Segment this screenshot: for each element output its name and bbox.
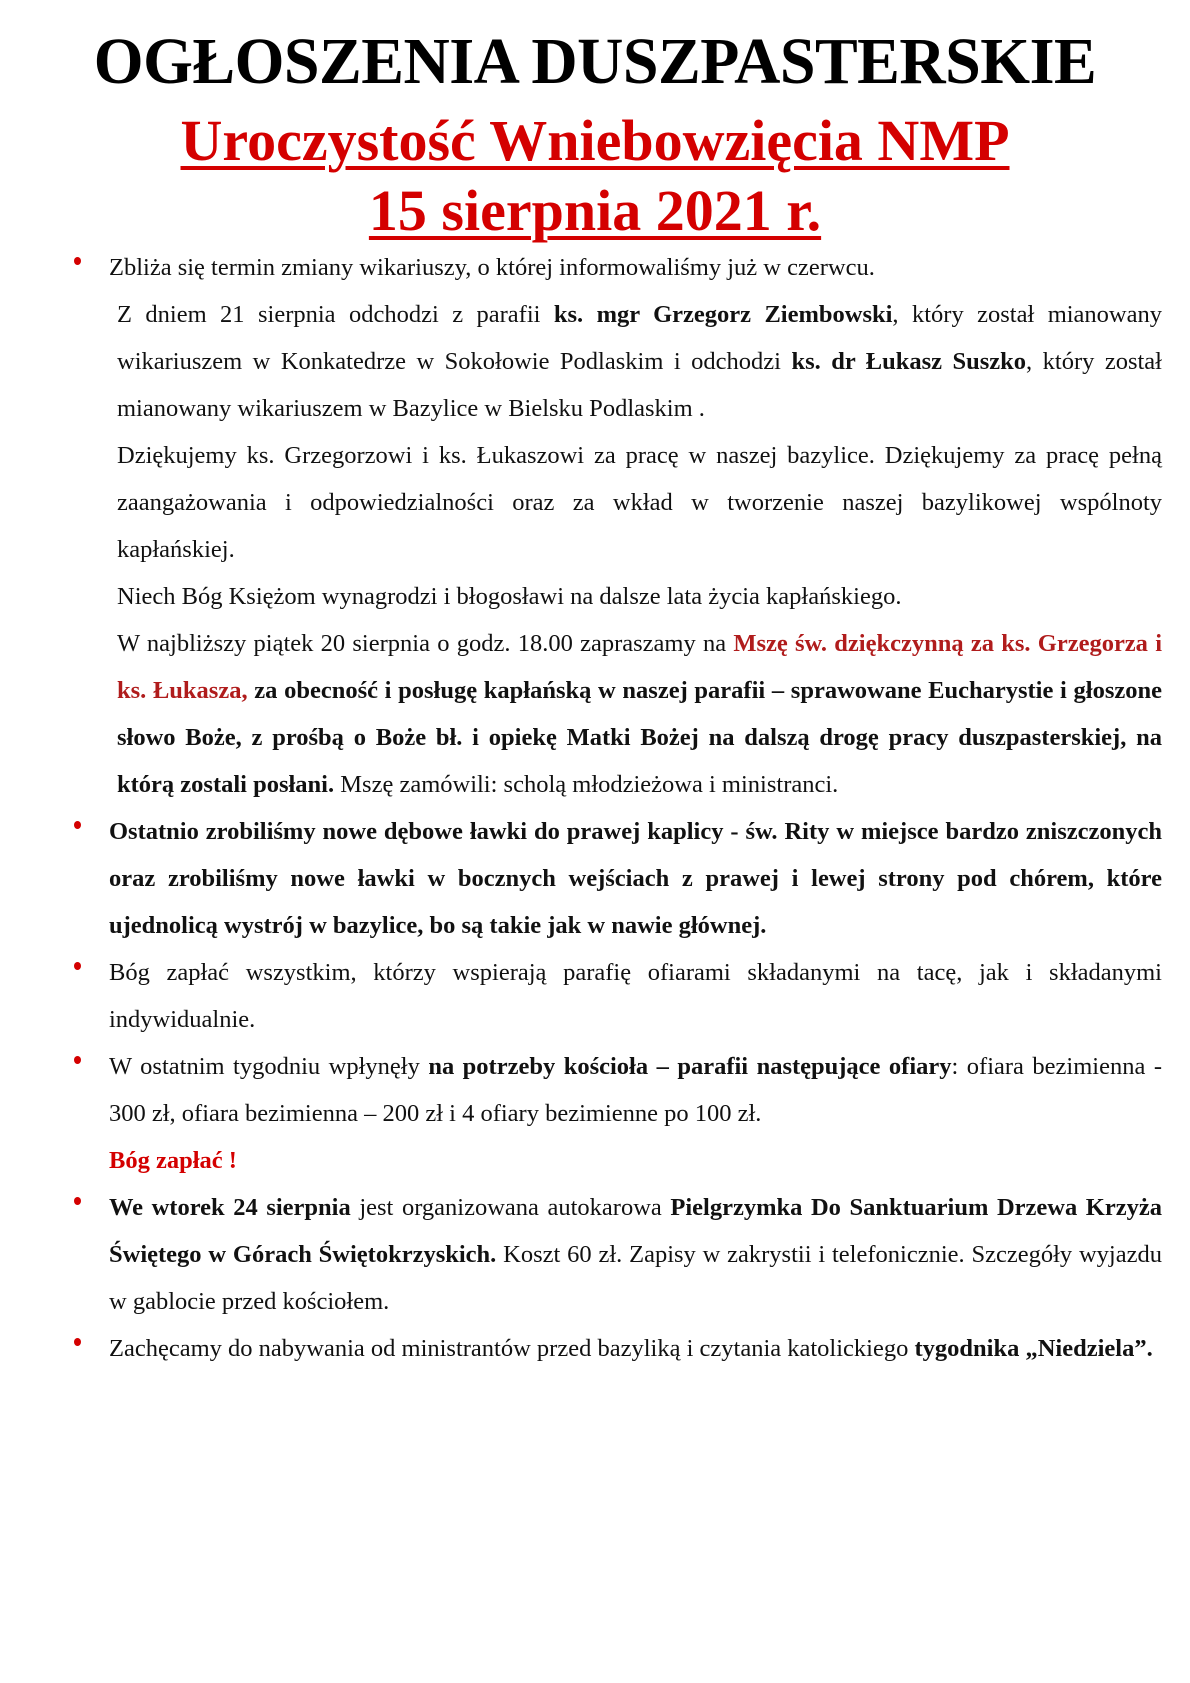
red-dot-bullet-icon bbox=[72, 1043, 82, 1090]
mass-paragraph bbox=[72, 620, 1162, 808]
blessing-paragraph bbox=[72, 573, 1162, 620]
announcements-list bbox=[72, 244, 1162, 1372]
vicars-departure-paragraph bbox=[72, 291, 1162, 432]
text-segment: Zachęcamy do nabywania od ministrantów przed bazyliką i czytania katolickiego bbox=[109, 1335, 915, 1362]
announcement-item-pilgrimage bbox=[72, 1184, 1162, 1325]
announcement-item-newspaper bbox=[72, 1325, 1162, 1372]
pews-text: Ostatnio zrobiliśmy nowe dębowe ławki do prawej kaplicy - św. Rity w miejsce bardzo zniszczonych oraz zrobiliśmy nowe ławki w bocznych wejściach z prawej i lewej strony pod chórem, które ujednolicą wystrój w bazylice, bo są takie jak w nawie głównej. bbox=[109, 818, 1162, 939]
text-segment: W ostatnim tygodniu wpłynęły bbox=[109, 1053, 429, 1080]
mass-ordered-by: Mszę zamówili: scholą młodzieżowa i ministranci. bbox=[334, 771, 839, 798]
red-dot-bullet-icon bbox=[72, 244, 82, 291]
announcement-intro: Zbliża się termin zmiany wikariuszy, o której informowaliśmy już w czerwcu. bbox=[109, 254, 875, 281]
thanks-paragraph bbox=[72, 432, 1162, 573]
text-segment: W najbliższy piątek 20 sierpnia o godz. 18.00 zapraszamy na bbox=[117, 630, 734, 657]
priest-name-ziembowski: ks. mgr Grzegorz Ziembowski bbox=[553, 301, 893, 328]
page-subtitle bbox=[0, 106, 1190, 176]
god-reward-text: Bóg zapłać ! bbox=[109, 1147, 237, 1174]
pilgrimage-date: We wtorek 24 sierpnia bbox=[109, 1194, 351, 1221]
pilgrimage-destination: Pielgrzymka Do Sanktuarium Drzewa Krzyża Świętego w Górach Świętokrzyskich. bbox=[109, 1194, 1162, 1268]
thanks-text: Dziękujemy ks. Grzegorzowi i ks. Łukaszowi za pracę w naszej bazylice. Dziękujemy za pracę pełną zaangażowania i odpowiedzialności oraz za wkład w tworzenie naszej bazylikowej wspólnoty kapłańskiej. bbox=[117, 442, 1162, 563]
text-segment: Z dniem 21 sierpnia odchodzi z parafii bbox=[117, 301, 554, 328]
announcement-item-thanks bbox=[72, 949, 1162, 1043]
announcement-item-vicars bbox=[72, 244, 1162, 291]
announcement-item-offerings bbox=[72, 1043, 1162, 1184]
text-segment: , który został mianowany wikariuszem w Konkatedrze w Sokołowie Podlaskim i odchodzi bbox=[117, 301, 1162, 375]
date-text: 15 sierpnia 2021 r. bbox=[368, 178, 822, 243]
announcement-item-pews bbox=[72, 808, 1162, 949]
blessing-text: Niech Bóg Księżom wynagrodzi i błogosławi na dalsze lata życia kapłańskiego. bbox=[117, 583, 902, 610]
red-dot-bullet-icon bbox=[72, 949, 82, 996]
page-date bbox=[0, 176, 1190, 246]
pilgrimage-details: Koszt 60 zł. Zapisy w zakrystii i telefonicznie. Szczegóły wyjazdu w gablocie przed kościołem. bbox=[109, 1241, 1162, 1315]
priest-name-suszko: ks. dr Łukasz Suszko bbox=[791, 348, 1027, 375]
mass-highlight: Mszę św. dziękczynną za ks. Grzegorza i ks. Łukasza, bbox=[117, 630, 1162, 704]
text-segment: , który został mianowany wikariuszem w Bazylice w Bielsku Podlaskim . bbox=[117, 348, 1162, 422]
text-segment: jest organizowana autokarowa bbox=[350, 1194, 671, 1221]
donors-thanks-text: Bóg zapłać wszystkim, którzy wspierają parafię ofiarami składanymi na tacę, jak i składanymi indywidualnie. bbox=[109, 959, 1162, 1033]
newspaper-name: tygodnika „Niedziela”. bbox=[914, 1335, 1153, 1362]
offerings-list: : ofiara bezimienna - 300 zł, ofiara bezimienna – 200 zł i 4 ofiary bezimienne po 100 zł. bbox=[109, 1053, 1162, 1127]
red-dot-bullet-icon bbox=[72, 1184, 82, 1231]
red-dot-bullet-icon bbox=[72, 1325, 82, 1372]
red-dot-bullet-icon bbox=[72, 808, 82, 855]
page-title: OGŁOSZENIA DUSZPASTERSKIE bbox=[93, 25, 1097, 98]
mass-intention: za obecność i posługę kapłańską w naszej parafii – sprawowane Eucharystie i głoszone słowo Boże, z prośbą o Boże bł. i opiekę Matki Bożej na dalszą drogę pracy duszpasterskiej, na którą zostali posłani. bbox=[117, 677, 1162, 798]
offerings-heading: na potrzeby kościoła – parafii następujące ofiary bbox=[428, 1053, 952, 1080]
subtitle-text: Uroczystość Wniebowzięcia NMP bbox=[180, 108, 1010, 173]
